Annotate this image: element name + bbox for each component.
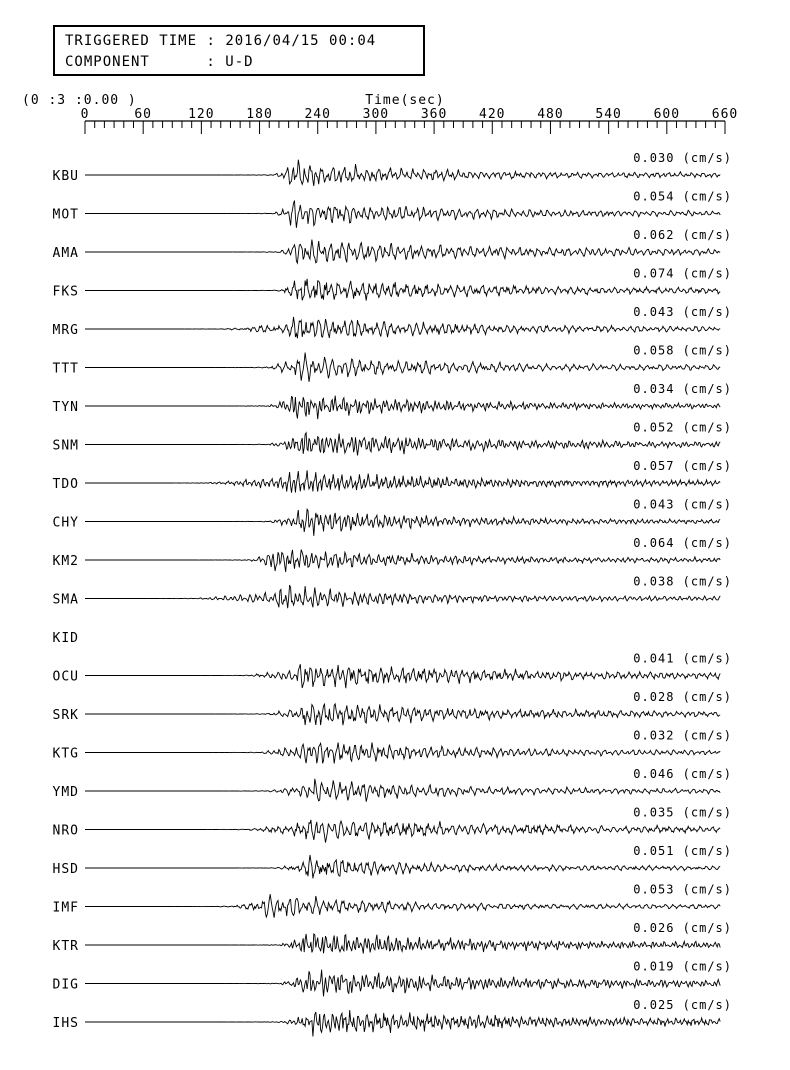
axis-tick-label: 300 [362,107,390,122]
axis-tick-label: 0 [80,107,90,122]
waveform-tdo [85,470,720,492]
waveform-tyn [85,396,720,419]
station-label-km2: KM2 [52,554,79,569]
waveform-km2 [85,550,720,572]
waveform-ama [85,240,720,264]
max-amplitude-kbu: 0.030 (cm/s) [633,151,732,165]
station-label-kbu: KBU [52,169,79,184]
waveform-srk [85,704,720,725]
station-label-ttt: TTT [52,361,79,377]
max-amplitude-ihs: 0.025 (cm/s) [633,998,732,1012]
axis-tick-label: 360 [420,107,448,122]
waveform-kbu [85,160,720,186]
axis-tick-label: 420 [479,107,506,122]
max-amplitude-fks: 0.074 (cm/s) [633,266,732,281]
max-amplitude-ymd: 0.046 (cm/s) [633,767,732,781]
station-label-ymd: YMD [52,785,79,800]
station-label-snm: SNM [52,438,79,454]
component-row: COMPONENT : U-D [65,54,254,70]
axis-tick-label: 120 [188,107,215,122]
max-amplitude-ktr: 0.026 (cm/s) [633,921,732,935]
max-amplitude-tdo: 0.057 (cm/s) [633,459,732,473]
time-axis [81,107,739,134]
station-label-srk: SRK [52,708,79,723]
max-amplitude-mot: 0.054 (cm/s) [633,189,732,204]
waveform-fks [85,279,720,301]
max-amplitude-sma: 0.038 (cm/s) [633,574,732,589]
max-amplitude-tyn: 0.034 (cm/s) [633,382,732,396]
max-amplitude-km2: 0.064 (cm/s) [633,536,732,550]
max-amplitude-ama: 0.062 (cm/s) [633,228,732,242]
axis-tick-label: 480 [537,107,564,122]
max-amplitude-dig: 0.019 (cm/s) [633,959,732,974]
station-label-hsd: HSD [52,862,79,877]
max-amplitude-ttt: 0.058 (cm/s) [633,343,732,358]
axis-tick-label: 600 [653,107,681,122]
waveform-mot [85,201,720,228]
max-amplitude-nro: 0.035 (cm/s) [633,805,732,820]
max-amplitude-imf: 0.053 (cm/s) [633,882,732,897]
station-label-ocu: OCU [52,669,79,685]
station-label-tyn: TYN [52,400,79,415]
station-label-ama: AMA [52,246,79,261]
waveform-chy [85,509,720,536]
station-label-chy: CHY [52,515,79,531]
axis-tick-label: 660 [711,107,739,122]
max-amplitude-hsd: 0.051 (cm/s) [633,844,732,858]
station-label-fks: FKS [52,284,79,300]
waveform-hsd [85,855,720,879]
component-value: U-D [225,54,254,70]
waveform-nro [85,820,720,843]
trace-group [53,151,732,1037]
waveform-ktr [85,934,720,954]
max-amplitude-mrg: 0.043 (cm/s) [633,305,732,319]
component-label: COMPONENT [65,54,150,70]
station-label-ihs: IHS [52,1016,79,1031]
x-axis-label: Time(sec) [365,93,445,108]
waveform-ttt [85,353,720,382]
max-amplitude-ocu: 0.041 (cm/s) [633,651,732,666]
waveform-mrg [85,317,720,338]
waveform-ymd [85,779,720,802]
waveform-ocu [85,664,720,688]
max-amplitude-chy: 0.043 (cm/s) [633,497,732,512]
station-label-nro: NRO [52,823,79,839]
triggered-time-value: 2016/04/15 00:04 [225,33,377,49]
axis-tick-label: 180 [246,107,273,122]
start-offset-label: (0 :3 :0.00 ) [22,93,137,108]
waveform-snm [85,433,720,456]
triggered-time-row: TRIGGERED TIME : 2016/04/15 00:04 [65,33,377,49]
station-label-ktr: KTR [52,939,79,954]
station-label-imf: IMF [52,900,79,916]
station-label-kid: KID [52,631,79,646]
station-label-ktg: KTG [52,746,79,762]
station-label-dig: DIG [52,977,79,993]
waveform-ihs [85,1010,720,1036]
station-label-mrg: MRG [52,323,79,338]
waveform-dig [85,970,720,997]
waveform-sma [85,585,720,608]
station-label-mot: MOT [52,207,79,223]
station-label-tdo: TDO [52,477,79,492]
max-amplitude-ktg: 0.032 (cm/s) [633,728,732,743]
axis-tick-label: 60 [134,107,153,122]
axis-tick-label: 540 [595,107,622,122]
max-amplitude-snm: 0.052 (cm/s) [633,420,732,435]
waveform-imf [85,894,720,918]
waveform-ktg [85,742,720,763]
axis-tick-label: 240 [304,107,331,122]
triggered-time-label: TRIGGERED TIME [65,33,198,49]
max-amplitude-srk: 0.028 (cm/s) [633,690,732,704]
station-label-sma: SMA [52,592,79,608]
